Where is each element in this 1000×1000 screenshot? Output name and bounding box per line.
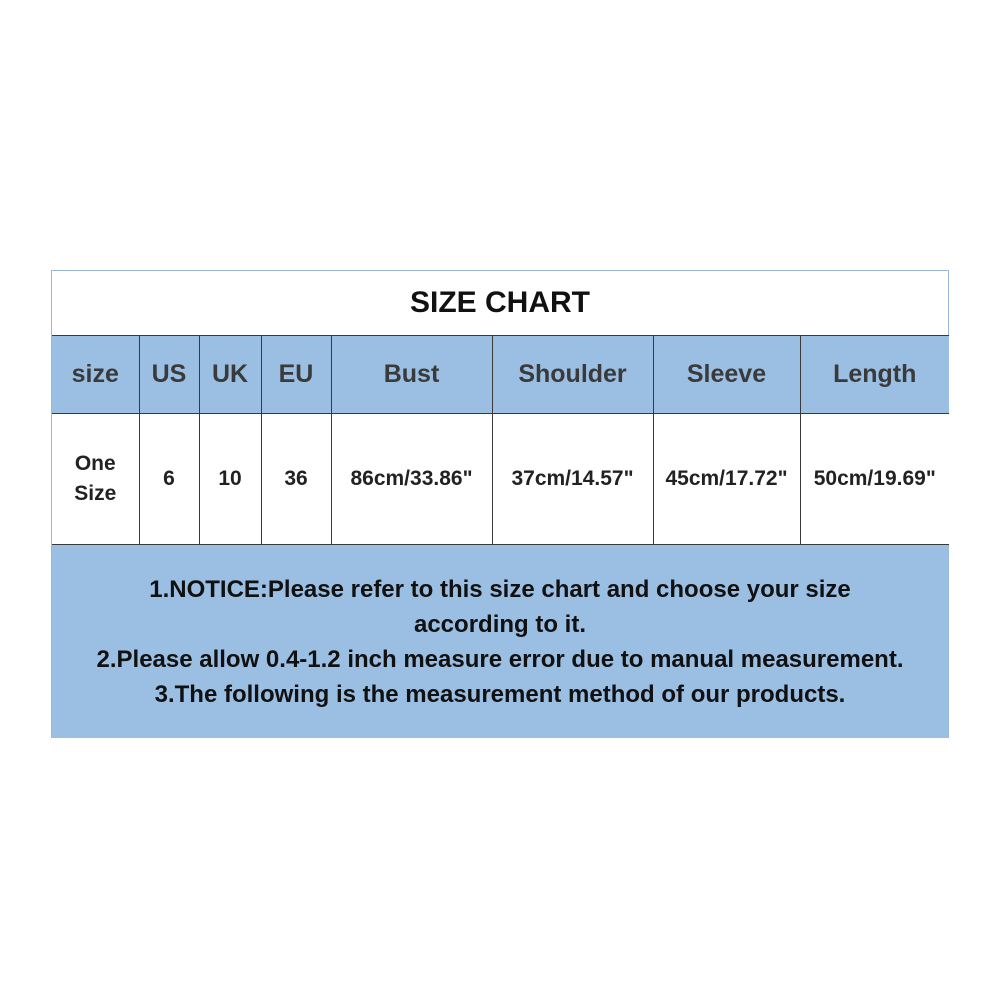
header-bust: Bust bbox=[331, 336, 492, 414]
header-row bbox=[52, 336, 949, 414]
notice-line-1b: according to it. bbox=[413, 610, 586, 638]
cell-size-line1: One bbox=[74, 452, 116, 475]
size-table bbox=[52, 335, 949, 545]
notice-line-1: 1.NOTICE:Please refer to this size chart and choose your size bbox=[149, 575, 851, 603]
cell-bust: 86cm/33.86" bbox=[331, 414, 492, 545]
cell-size-line2: Size bbox=[74, 482, 117, 505]
cell-length: 50cm/19.69" bbox=[800, 414, 949, 545]
cell-sleeve: 45cm/17.72" bbox=[653, 414, 800, 545]
chart-title: SIZE CHART bbox=[52, 271, 948, 336]
cell-uk: 10 bbox=[199, 414, 261, 545]
table-row bbox=[52, 414, 949, 545]
notice-line-2: 2.Please allow 0.4-1.2 inch measure error due to manual measurement. bbox=[96, 645, 904, 673]
notice-line-3: 3.The following is the measurement method of our products. bbox=[154, 680, 846, 708]
header-sleeve: Sleeve bbox=[653, 336, 800, 414]
header-size: size bbox=[52, 336, 139, 414]
notice-box bbox=[52, 545, 948, 738]
cell-shoulder: 37cm/14.57" bbox=[492, 414, 653, 545]
header-eu: EU bbox=[261, 336, 331, 414]
cell-eu: 36 bbox=[261, 414, 331, 545]
cell-size bbox=[52, 414, 139, 545]
header-us: US bbox=[139, 336, 199, 414]
header-length: Length bbox=[800, 336, 949, 414]
cell-us: 6 bbox=[139, 414, 199, 545]
header-uk: UK bbox=[199, 336, 261, 414]
size-chart bbox=[51, 270, 949, 738]
header-shoulder: Shoulder bbox=[492, 336, 653, 414]
